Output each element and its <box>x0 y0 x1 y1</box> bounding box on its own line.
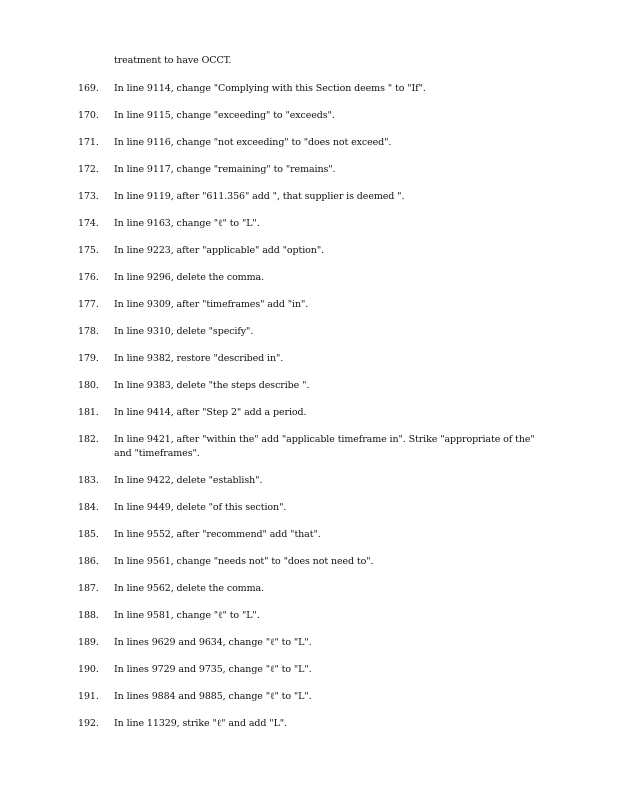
item-number: 173. <box>78 191 99 202</box>
item-text: In line 9119, after "611.356" add ", that supplier is deemed ". <box>114 191 405 202</box>
list-item <box>0 136 618 150</box>
item-text: In line 9223, after "applicable" add "option". <box>114 245 325 256</box>
item-number: 179. <box>78 353 99 364</box>
item-text: In lines 9884 and 9885, change "ℓ" to "L". <box>114 691 312 702</box>
list-item <box>0 379 618 393</box>
list-item <box>0 501 618 515</box>
item-number: 187. <box>78 583 99 594</box>
list-item <box>0 582 618 596</box>
item-text: In line 9115, change "exceeding" to "exceeds". <box>114 110 335 121</box>
amendment-list <box>0 82 618 744</box>
list-item <box>0 636 618 650</box>
item-text: In line 9310, delete "specify". <box>114 326 254 337</box>
item-number: 174. <box>78 218 99 229</box>
item-text: In line 9116, change "not exceeding" to "does not exceed". <box>114 137 392 148</box>
item-number: 177. <box>78 299 99 310</box>
list-item <box>0 190 618 204</box>
item-number: 182. <box>78 434 99 445</box>
list-item <box>0 528 618 542</box>
item-number: 190. <box>78 664 99 675</box>
item-text: In line 11329, strike "ℓ" and add "L". <box>114 718 287 729</box>
list-item <box>0 663 618 677</box>
item-number: 171. <box>78 137 99 148</box>
list-item <box>0 244 618 258</box>
list-item <box>0 325 618 339</box>
item-number: 170. <box>78 110 99 121</box>
item-text: In line 9382, restore "described in". <box>114 353 284 364</box>
item-number: 186. <box>78 556 99 567</box>
list-item <box>0 555 618 569</box>
list-item <box>0 690 618 704</box>
item-text: In line 9422, delete "establish". <box>114 475 263 486</box>
item-number: 188. <box>78 610 99 621</box>
item-number: 169. <box>78 83 99 94</box>
item-number: 178. <box>78 326 99 337</box>
list-item <box>0 163 618 177</box>
list-item <box>0 82 618 96</box>
item-text: In line 9383, delete "the steps describe ". <box>114 380 310 391</box>
item-text: In lines 9729 and 9735, change "ℓ" to "L". <box>114 664 312 675</box>
list-item <box>0 474 618 488</box>
item-text: In lines 9629 and 9634, change "ℓ" to "L". <box>114 637 312 648</box>
list-item <box>0 298 618 312</box>
item-number: 184. <box>78 502 99 513</box>
item-number: 189. <box>78 637 99 648</box>
item-number: 172. <box>78 164 99 175</box>
list-item <box>0 217 618 231</box>
item-number: 181. <box>78 407 99 418</box>
list-item <box>0 109 618 123</box>
item-text: In line 9117, change "remaining" to "remains". <box>114 164 336 175</box>
item-number: 175. <box>78 245 99 256</box>
item-text: In line 9114, change "Complying with this Section deems " to "If". <box>114 83 426 94</box>
continuation-text: treatment to have OCCT. <box>114 55 232 66</box>
item-number: 183. <box>78 475 99 486</box>
item-number: 192. <box>78 718 99 729</box>
item-number: 180. <box>78 380 99 391</box>
item-text: In line 9309, after "timeframes" add "in". <box>114 299 309 310</box>
item-text: In line 9581, change "ℓ" to "L". <box>114 610 260 621</box>
item-text: In line 9552, after "recommend" add "that". <box>114 529 321 540</box>
item-text: In line 9561, change "needs not" to "does not need to". <box>114 556 374 567</box>
item-text: In line 9449, delete "of this section". <box>114 502 287 513</box>
item-number: 185. <box>78 529 99 540</box>
item-text: In line 9414, after "Step 2" add a period. <box>114 407 307 418</box>
list-item <box>0 406 618 420</box>
item-text: In line 9421, after "within the" add "applicable timeframe in". Strike "appropriate of the" and "timeframes". <box>114 434 535 459</box>
list-item <box>0 717 618 731</box>
list-item <box>0 271 618 285</box>
item-number: 176. <box>78 272 99 283</box>
item-number: 191. <box>78 691 99 702</box>
item-text: In line 9296, delete the comma. <box>114 272 264 283</box>
list-item <box>0 609 618 623</box>
list-item <box>0 352 618 366</box>
item-text: In line 9163, change "ℓ" to "L". <box>114 218 260 229</box>
list-item <box>0 433 618 461</box>
item-text: In line 9562, delete the comma. <box>114 583 264 594</box>
